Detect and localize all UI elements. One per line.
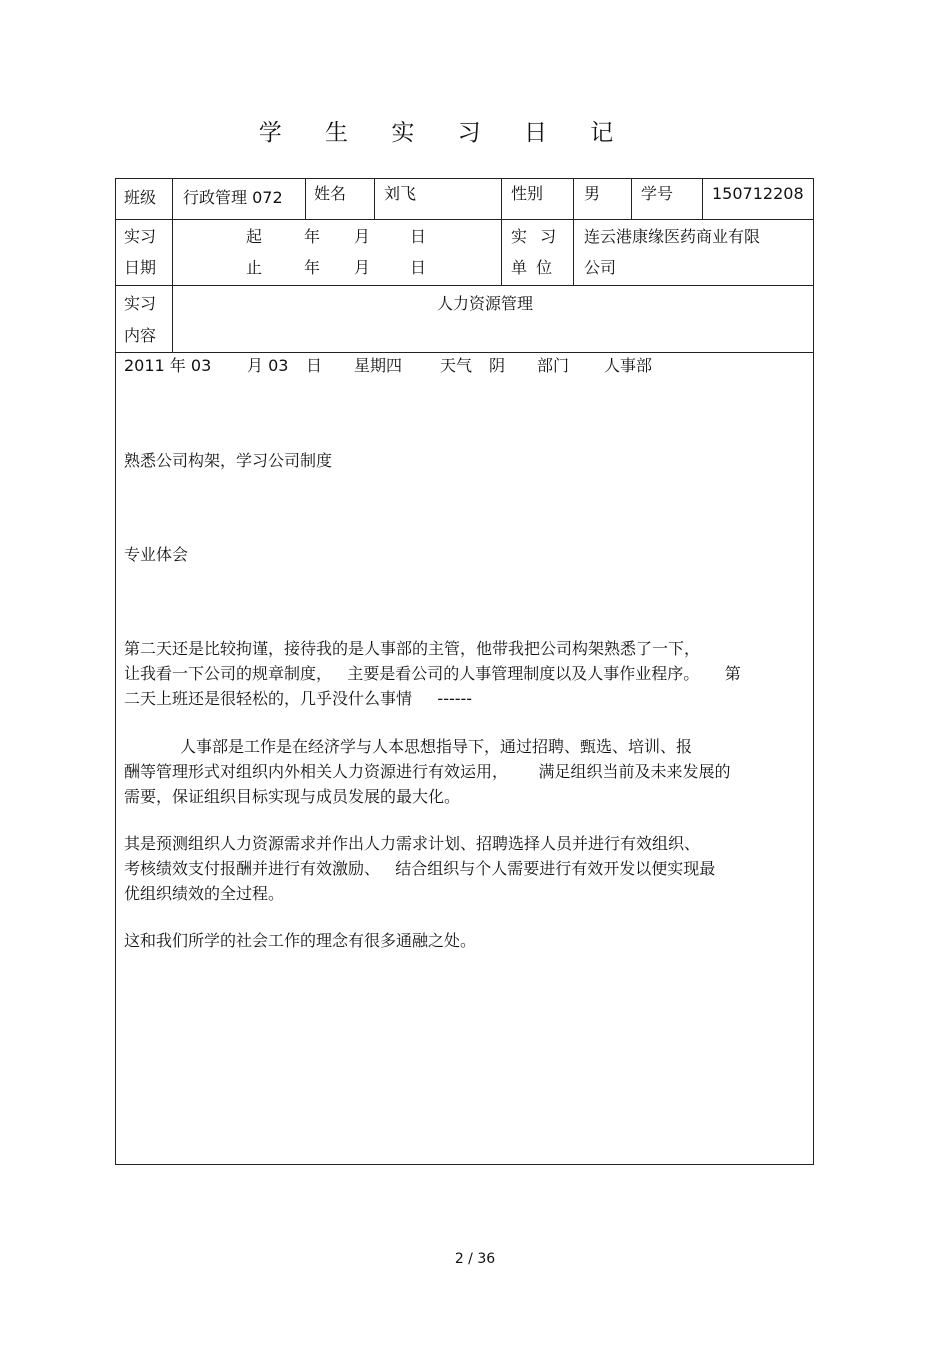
weather-value: 阴 xyxy=(489,356,506,375)
date-label: 日期 xyxy=(124,258,157,277)
student-id-value: 150712208 xyxy=(712,184,804,203)
page-title: 学 生 实 习 日 记 xyxy=(258,120,632,146)
col-divider xyxy=(501,178,502,285)
entry-year: 2011 年 03 xyxy=(124,356,212,375)
paragraph-line: 酬等管理形式对组织内外相关人力资源进行有效运用， 满足组织当前及未来发展的 xyxy=(124,762,731,781)
class-value: 行政管理 072 xyxy=(183,188,283,207)
paragraph-line: 二天上班还是很轻松的，几乎没什么事情 ------ xyxy=(124,689,473,708)
weather-label: 天气 xyxy=(440,356,473,375)
start-date-prefix: 起 xyxy=(246,227,263,246)
table-border-left xyxy=(115,178,116,1165)
paragraph-line: 这和我们所学的社会工作的理念有很多通融之处。 xyxy=(124,931,477,950)
name-value: 刘飞 xyxy=(384,184,417,203)
entry-task: 熟悉公司构架，学习公司制度 xyxy=(124,451,333,470)
paragraph-line: 让我看一下公司的规章制度， 主要是看公司的人事管理制度以及人事作业程序。 第 xyxy=(124,664,741,683)
start-day: 日 xyxy=(410,227,427,246)
paragraph-line: 人事部是工作是在经济学与人本思想指导下，通过招聘、甄选、培训、报 xyxy=(124,737,692,756)
unit-label: 实 习 xyxy=(511,227,557,246)
start-year: 年 xyxy=(304,227,321,246)
content-label: 内容 xyxy=(124,326,157,345)
entry-weekday: 星期四 xyxy=(354,356,403,375)
paragraph-line: 考核绩效支付报酬并进行有效激励、 结合组织与个人需要进行有效开发以便实现最 xyxy=(124,859,716,878)
unit-value: 公司 xyxy=(584,258,617,277)
entry-day: 日 xyxy=(306,356,323,375)
department-label: 部门 xyxy=(537,356,570,375)
content-label: 实习 xyxy=(124,294,157,313)
col-divider xyxy=(702,178,703,219)
col-divider xyxy=(573,178,574,285)
entry-month: 月 03 xyxy=(247,356,289,375)
start-month: 月 xyxy=(354,227,371,246)
paragraph-line: 其是预测组织人力资源需求并作出人力需求计划、招聘选择人员并进行有效组织、 xyxy=(124,834,701,853)
page-number: 2 / 36 xyxy=(454,1251,496,1267)
end-day: 日 xyxy=(410,258,427,277)
table-border-bottom xyxy=(115,1164,814,1165)
row-divider-2 xyxy=(115,285,814,286)
unit-label: 单 位 xyxy=(511,258,553,277)
end-date-prefix: 止 xyxy=(246,258,263,277)
row-divider-1 xyxy=(115,219,814,220)
date-label: 实习 xyxy=(124,227,157,246)
unit-value: 连云港康缘医药商业有限 xyxy=(584,227,761,246)
gender-label: 性别 xyxy=(511,184,544,203)
department-value: 人事部 xyxy=(604,356,653,375)
col-divider xyxy=(172,178,173,352)
col-divider xyxy=(305,178,306,219)
col-divider xyxy=(631,178,632,219)
end-month: 月 xyxy=(354,258,371,277)
student-id-label: 学号 xyxy=(641,184,674,203)
paragraph-line: 第二天还是比较拘谨，接待我的是人事部的主管，他带我把公司构架熟悉了一下， xyxy=(124,639,701,658)
paragraph-line: 需要，保证组织目标实现与成员发展的最大化。 xyxy=(124,787,461,806)
paragraph-line: 优组织绩效的全过程。 xyxy=(124,884,285,903)
col-divider xyxy=(374,178,375,219)
table-border-top xyxy=(115,178,814,179)
class-label: 班级 xyxy=(124,188,157,207)
entry-heading: 专业体会 xyxy=(124,545,189,564)
table-border-right xyxy=(813,178,814,1165)
row-divider-3 xyxy=(115,352,814,353)
name-label: 姓名 xyxy=(314,184,347,203)
gender-value: 男 xyxy=(584,184,601,203)
end-year: 年 xyxy=(304,258,321,277)
content-value: 人力资源管理 xyxy=(437,294,534,313)
